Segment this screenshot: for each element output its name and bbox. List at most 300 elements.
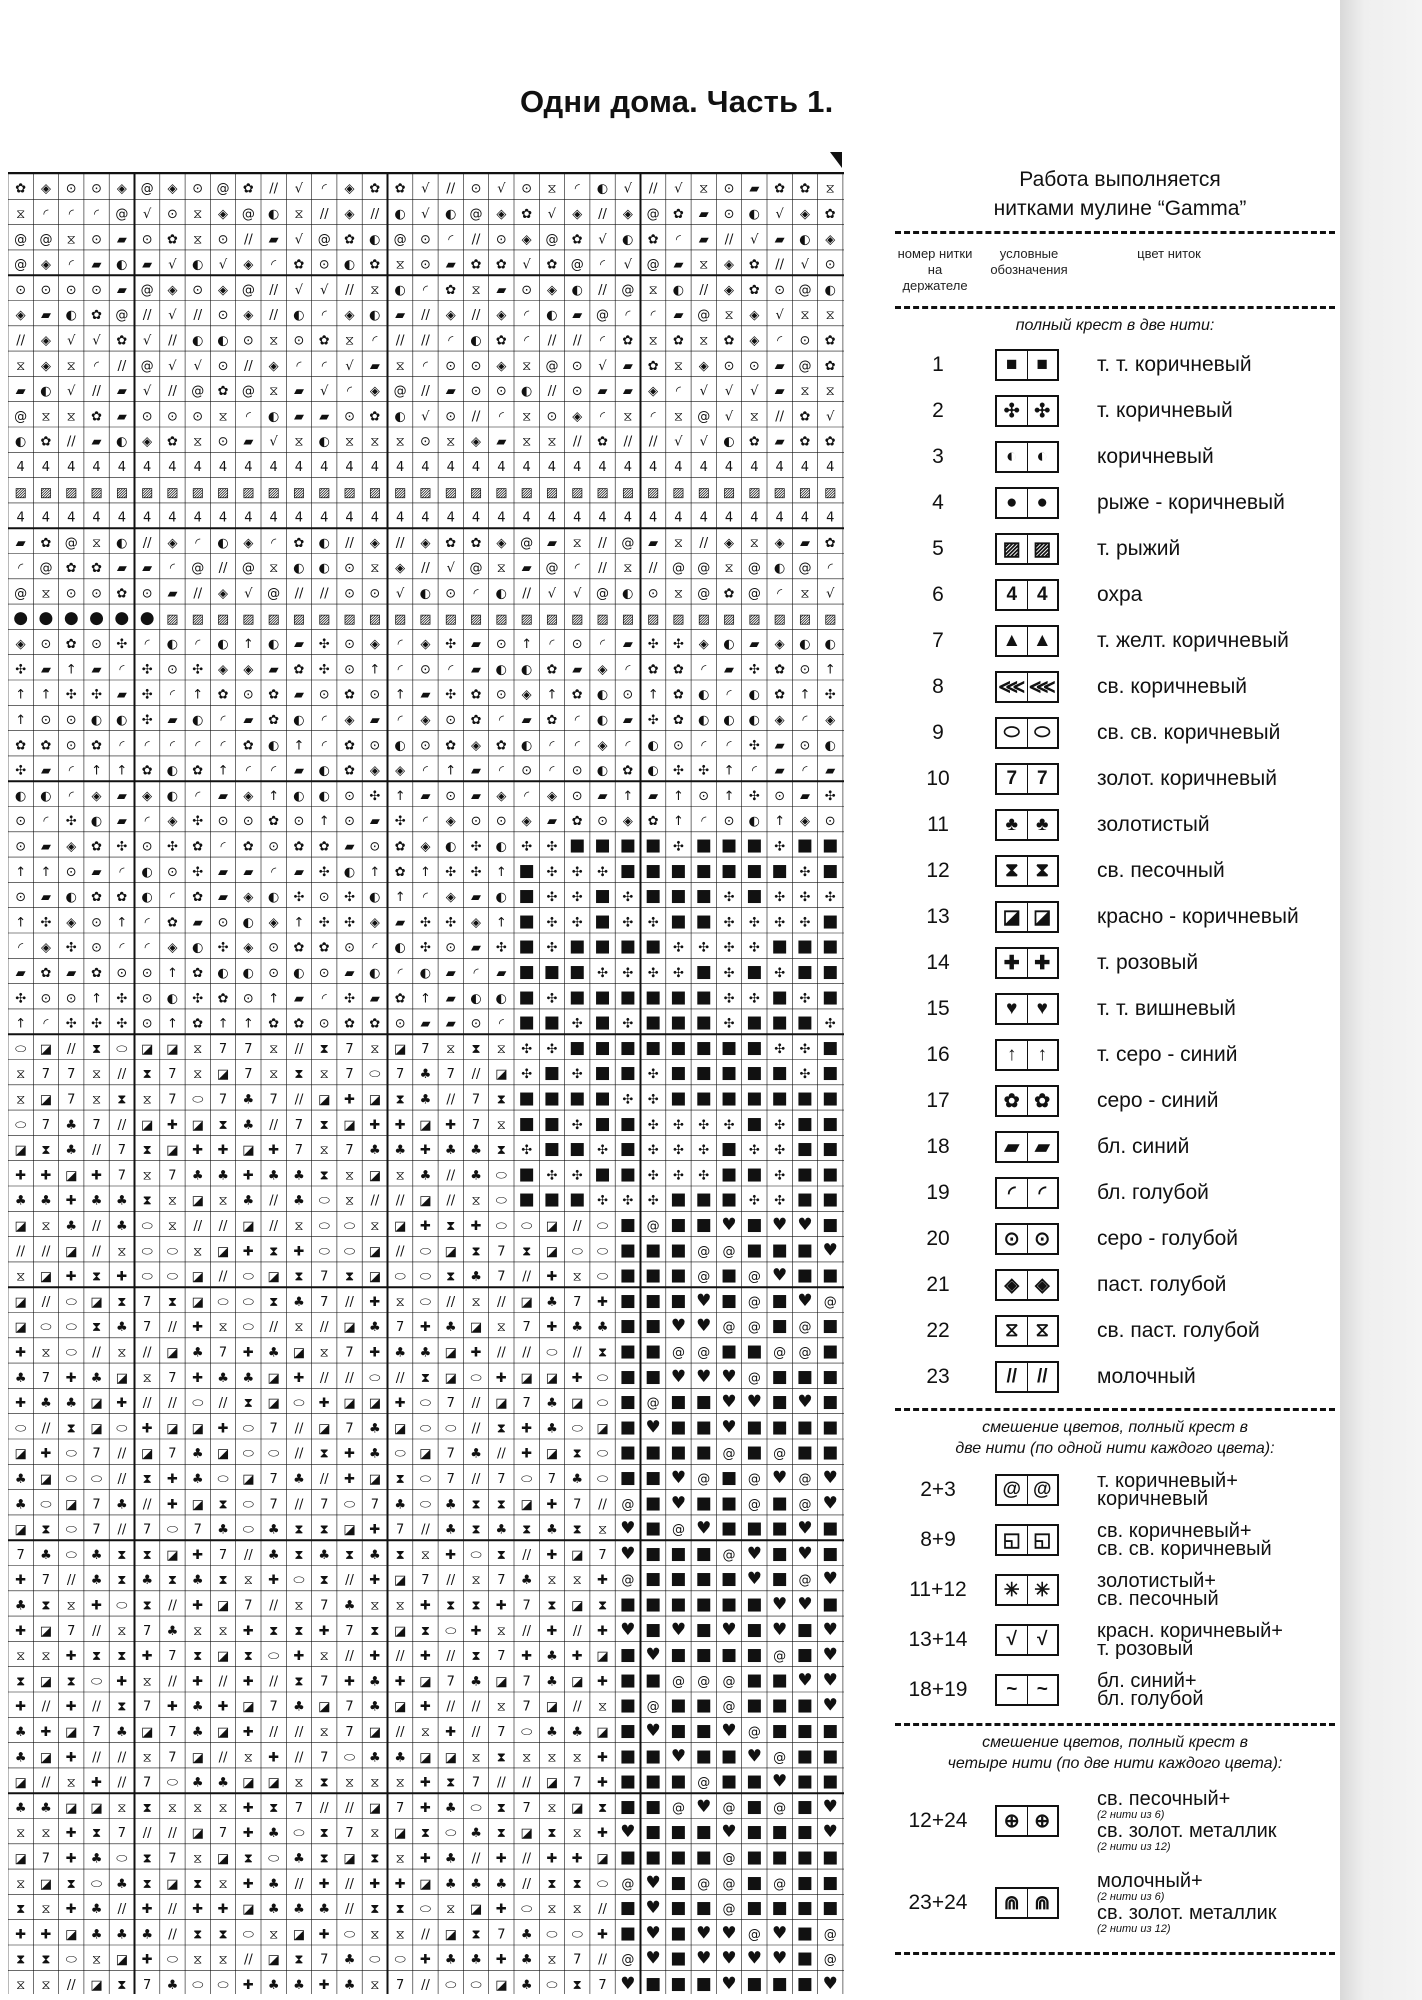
- stitch-symbol: ✿: [192, 966, 204, 982]
- stitch-symbol: ⊙: [217, 434, 229, 450]
- stitch-symbol: @: [671, 561, 685, 577]
- stitch-symbol: 7: [67, 1067, 76, 1083]
- stitch-symbol: ◪: [318, 1421, 331, 1437]
- stitch-symbol: ◪: [394, 1699, 407, 1715]
- stitch-symbol: ◐: [723, 434, 735, 450]
- symbol-swatch: [995, 993, 1059, 1025]
- stitch-symbol: ♣: [369, 1320, 381, 1336]
- stitch-symbol: ▰: [749, 181, 760, 197]
- stitch-symbol: ◐: [14, 434, 27, 450]
- stitch-symbol: ▰: [91, 434, 102, 450]
- stitch-symbol: ◈: [15, 308, 26, 324]
- stitch-symbol: 7: [446, 1674, 455, 1690]
- symbol-swatch: [995, 395, 1059, 427]
- stitch-symbol: ✣: [546, 890, 558, 906]
- stitch-symbol: ■: [619, 1746, 636, 1767]
- stitch-symbol: ▨: [166, 611, 179, 627]
- stitch-symbol: ■: [822, 1113, 839, 1134]
- stitch-symbol: 7: [345, 1623, 354, 1639]
- stitch-symbol: 4: [294, 460, 304, 476]
- stitch-symbol: ◪: [394, 1219, 407, 1235]
- stitch-symbol: //: [168, 1674, 177, 1690]
- symbol-cell: ■: [1006, 354, 1018, 375]
- stitch-symbol: ■: [822, 1543, 839, 1564]
- stitch-symbol: ■: [721, 1037, 738, 1058]
- stitch-symbol: ■: [670, 1695, 687, 1716]
- stitch-symbol: ✿: [774, 662, 786, 678]
- stitch-symbol: ♣: [267, 1522, 280, 1538]
- stitch-symbol: ◐: [445, 839, 457, 855]
- stitch-symbol: ♣: [14, 1370, 27, 1386]
- stitch-symbol: //: [92, 1699, 101, 1715]
- stitch-symbol: ◪: [343, 1522, 356, 1538]
- stitch-symbol: ↑: [318, 814, 330, 830]
- stitch-symbol: ◈: [243, 535, 254, 551]
- stitch-symbol: ◜: [144, 915, 150, 931]
- stitch-symbol: ⧖: [724, 308, 734, 324]
- stitch-symbol: //: [598, 535, 607, 551]
- stitch-symbol: ⬭: [546, 1927, 558, 1943]
- thread-color-name: золот. коричневый: [1097, 767, 1277, 790]
- stitch-symbol: ◈: [521, 814, 532, 830]
- stitch-symbol: ⧗: [496, 1800, 506, 1816]
- stitch-symbol: ◐: [242, 966, 255, 982]
- stitch-symbol: ■: [670, 1189, 687, 1210]
- stitch-symbol: 4: [143, 460, 152, 476]
- stitch-symbol: 7: [143, 1623, 152, 1639]
- stitch-symbol: ↑: [166, 966, 178, 982]
- stitch-symbol: ⧗: [117, 1699, 127, 1715]
- stitch-symbol: ◈: [825, 232, 836, 248]
- stitch-symbol: ↑: [622, 788, 634, 804]
- stitch-symbol: ⊙: [141, 1016, 153, 1032]
- stitch-symbol: ⧖: [16, 1649, 26, 1665]
- stitch-symbol: ✚: [546, 1497, 558, 1513]
- stitch-symbol: ◪: [444, 1244, 457, 1260]
- stitch-symbol: ■: [721, 1468, 738, 1489]
- stitch-symbol: ■: [543, 1088, 560, 1109]
- stitch-symbol: ✣: [799, 915, 811, 931]
- stitch-symbol: ⧗: [193, 1876, 203, 1892]
- stitch-symbol: ◐: [824, 282, 836, 298]
- stitch-symbol: ⊙: [268, 966, 280, 982]
- legend-row: [895, 572, 1335, 618]
- stitch-symbol: ✿: [217, 687, 229, 703]
- symbol-cell: ↑: [1007, 1044, 1017, 1065]
- stitch-symbol: 7: [41, 1851, 51, 1867]
- stitch-symbol: ■: [746, 1847, 763, 1868]
- thread-number: 3: [932, 445, 944, 468]
- thread-color-name: т. розовый: [1097, 951, 1199, 974]
- stitch-symbol: ⧗: [218, 1117, 228, 1133]
- stitch-symbol: ▰: [167, 586, 178, 602]
- stitch-symbol: ■: [670, 860, 687, 881]
- stitch-symbol: ▨: [419, 611, 432, 627]
- stitch-symbol: 7: [294, 1117, 304, 1133]
- stitch-symbol: ■: [746, 1063, 763, 1084]
- stitch-symbol: ♣: [191, 1345, 204, 1361]
- stitch-symbol: ✣: [672, 763, 684, 779]
- stitch-symbol: ◜: [68, 207, 74, 223]
- stitch-symbol: ◐: [369, 890, 381, 906]
- stitch-symbol: ✿: [470, 535, 482, 551]
- stitch-symbol: ✚: [344, 1092, 356, 1108]
- stitch-symbol: ⧖: [572, 1573, 582, 1589]
- legend-row: [895, 894, 1335, 940]
- stitch-symbol: ▨: [748, 611, 761, 627]
- stitch-symbol: ⊙: [824, 814, 836, 830]
- stitch-symbol: √: [143, 207, 152, 223]
- stitch-symbol: //: [471, 1421, 481, 1437]
- stitch-symbol: @: [697, 308, 711, 324]
- stitch-symbol: ⧖: [825, 308, 835, 324]
- stitch-symbol: ▰: [40, 763, 51, 779]
- stitch-symbol: ◪: [444, 1927, 457, 1943]
- stitch-symbol: ⧗: [395, 1902, 405, 1918]
- stitch-symbol: //: [598, 1952, 607, 1968]
- stitch-symbol: √: [396, 586, 405, 602]
- stitch-symbol: ■: [822, 1316, 839, 1337]
- stitch-symbol: //: [446, 1168, 456, 1184]
- symbol-swatch: [995, 1524, 1059, 1556]
- stitch-symbol: ⧗: [597, 1345, 608, 1361]
- stitch-symbol: //: [294, 1750, 304, 1766]
- stitch-symbol: //: [471, 1699, 481, 1715]
- stitch-symbol: ◈: [445, 890, 456, 906]
- symbol-cell: √: [1006, 1629, 1017, 1650]
- stitch-symbol: ■: [721, 1088, 738, 1109]
- legend-row: [895, 618, 1335, 664]
- legend-column-headers: [895, 240, 1335, 298]
- stitch-symbol: ◈: [698, 358, 709, 374]
- stitch-symbol: ▨: [621, 611, 634, 627]
- stitch-symbol: ■: [771, 1417, 788, 1438]
- stitch-symbol: ■: [619, 1063, 636, 1084]
- stitch-symbol: 7: [320, 1269, 329, 1285]
- stitch-symbol: ✚: [318, 1623, 330, 1639]
- stitch-symbol: ✣: [774, 890, 786, 906]
- thread-color-name: т. т. коричневый: [1097, 353, 1252, 376]
- stitch-symbol: ■: [670, 1771, 687, 1792]
- symbol-cell: ◪: [1002, 906, 1021, 928]
- stitch-symbol: @: [697, 1269, 711, 1285]
- symbol-cell: 7: [1006, 768, 1018, 789]
- stitch-symbol: 7: [143, 1294, 152, 1310]
- stitch-symbol: ◜: [726, 738, 732, 754]
- stitch-symbol: ◪: [242, 1775, 255, 1791]
- stitch-symbol: //: [572, 1699, 582, 1715]
- stitch-symbol: ◜: [144, 940, 150, 956]
- stitch-symbol: ⊙: [495, 687, 507, 703]
- stitch-symbol: 4: [269, 510, 278, 526]
- stitch-symbol: ⧖: [91, 1952, 102, 1968]
- stitch-symbol: ◐: [116, 257, 128, 273]
- stitch-symbol: @: [621, 282, 635, 298]
- stitch-symbol: ⧖: [825, 181, 835, 197]
- stitch-symbol: ✚: [91, 1598, 103, 1614]
- stitch-symbol: ▰: [293, 687, 304, 703]
- stitch-symbol: ✣: [647, 1193, 659, 1209]
- stitch-symbol: @: [267, 586, 281, 602]
- stitch-symbol: ✣: [571, 915, 583, 931]
- stitch-symbol: ◐: [166, 637, 179, 653]
- stitch-symbol: ⧖: [16, 1826, 26, 1842]
- stitch-symbol: ♣: [444, 1143, 457, 1159]
- stitch-symbol: ⊙: [65, 282, 77, 298]
- stitch-symbol: ⧗: [319, 1168, 329, 1184]
- stitch-symbol: 7: [269, 1497, 278, 1513]
- stitch-symbol: ♥: [620, 1974, 636, 1994]
- stitch-symbol: 7: [244, 1041, 253, 1057]
- stitch-symbol: ✿: [647, 814, 659, 830]
- stitch-symbol: ◪: [495, 1396, 508, 1412]
- stitch-symbol: ⧖: [319, 1067, 329, 1083]
- stitch-symbol: ■: [670, 1012, 687, 1033]
- stitch-symbol: √: [168, 308, 177, 324]
- thread-number: 14: [926, 951, 950, 974]
- stitch-symbol: ◐: [748, 207, 761, 223]
- stitch-symbol: ▰: [243, 434, 254, 450]
- stitch-symbol: ⧖: [344, 1775, 355, 1791]
- stitch-symbol: //: [142, 308, 152, 324]
- stitch-symbol: //: [496, 1775, 506, 1791]
- stitch-symbol: ⊙: [521, 763, 533, 779]
- stitch-symbol: ■: [645, 1670, 662, 1691]
- stitch-symbol: ✚: [217, 1902, 229, 1918]
- stitch-symbol: @: [697, 409, 711, 425]
- stitch-symbol: ⧖: [395, 1775, 405, 1791]
- stitch-symbol: //: [421, 333, 430, 349]
- stitch-symbol: ✿: [824, 535, 836, 551]
- stitch-symbol: ⧗: [572, 1876, 582, 1892]
- stitch-symbol: ◜: [498, 1016, 504, 1032]
- stitch-symbol: ⧗: [319, 1775, 329, 1791]
- stitch-symbol: ◜: [827, 561, 833, 577]
- stitch-symbol: ◈: [825, 713, 836, 729]
- stitch-symbol: ■: [645, 1974, 662, 1994]
- stitch-symbol: ↑: [495, 915, 507, 931]
- stitch-symbol: ⧗: [319, 1041, 329, 1057]
- stitch-symbol: ✣: [748, 788, 760, 804]
- stitch-symbol: ◜: [524, 333, 530, 349]
- stitch-symbol: 4: [92, 510, 101, 526]
- stitch-symbol: 7: [244, 1067, 253, 1083]
- stitch-symbol: //: [117, 358, 127, 374]
- stitch-symbol: ✿: [318, 333, 330, 349]
- stitch-symbol: 7: [92, 1725, 101, 1741]
- stitch-symbol: ✿: [141, 763, 153, 779]
- stitch-symbol: ⧗: [142, 1800, 152, 1816]
- stitch-symbol: ■: [796, 835, 813, 856]
- stitch-symbol: //: [41, 1421, 51, 1437]
- stitch-symbol: ♥: [721, 1948, 737, 1969]
- stitch-symbol: ■: [695, 1392, 712, 1413]
- thread-number: 13: [926, 905, 950, 928]
- stitch-symbol: ▨: [545, 485, 559, 501]
- stitch-symbol: ♥: [670, 1366, 687, 1387]
- stitch-symbol: //: [193, 308, 203, 324]
- stitch-symbol: ⊙: [192, 181, 204, 197]
- stitch-symbol: ✣: [217, 940, 229, 956]
- stitch-symbol: ✣: [723, 1016, 735, 1032]
- stitch-symbol: ▰: [546, 535, 557, 551]
- stitch-symbol: ✿: [344, 1016, 356, 1032]
- stitch-symbol: ⊙: [91, 915, 103, 931]
- stitch-symbol: ▰: [116, 687, 127, 703]
- stitch-symbol: ▨: [343, 485, 356, 501]
- stitch-symbol: ✣: [748, 991, 760, 1007]
- stitch-symbol: ♣: [495, 1876, 508, 1892]
- stitch-symbol: ◐: [394, 409, 406, 425]
- stitch-symbol: ◪: [444, 1345, 457, 1361]
- stitch-symbol: ■: [619, 1290, 636, 1311]
- stitch-symbol: ▰: [293, 763, 304, 779]
- mix4-row: [895, 1862, 1335, 1944]
- stitch-symbol: ⧖: [370, 1775, 380, 1791]
- stitch-symbol: ♣: [116, 1927, 128, 1943]
- stitch-symbol: 7: [573, 1497, 582, 1513]
- stitch-symbol: ◈: [142, 434, 153, 450]
- stitch-symbol: @: [722, 1902, 736, 1918]
- stitch-symbol: ⧗: [269, 1244, 279, 1260]
- stitch-symbol: ♣: [14, 1193, 27, 1209]
- stitch-symbol: ■: [771, 1847, 788, 1868]
- stitch-symbol: ✿: [571, 814, 583, 830]
- stitch-symbol: 7: [497, 1725, 506, 1741]
- stitch-symbol: ⧗: [420, 1826, 431, 1842]
- stitch-symbol: @: [722, 1851, 736, 1867]
- stitch-symbol: ⬭: [65, 1952, 77, 1968]
- stitch-symbol: ■: [645, 1493, 662, 1514]
- stitch-symbol: ✣: [344, 890, 356, 906]
- stitch-symbol: √: [699, 384, 708, 400]
- stitch-symbol: ◪: [419, 1117, 432, 1133]
- stitch-symbol: ✿: [369, 257, 381, 273]
- stitch-symbol: ⧖: [699, 181, 709, 197]
- stitch-symbol: //: [421, 1522, 430, 1538]
- stitch-symbol: ✣: [647, 1168, 659, 1184]
- stitch-symbol: ⧗: [572, 1522, 582, 1538]
- thread-color-name: т. желт. коричневый: [1097, 629, 1289, 652]
- stitch-symbol: ■: [822, 1265, 839, 1286]
- stitch-symbol: ◪: [444, 1370, 457, 1386]
- stitch-symbol: ✚: [15, 1168, 27, 1184]
- stitch-symbol: ■: [645, 886, 662, 907]
- stitch-symbol: ✚: [242, 1674, 254, 1690]
- stitch-symbol: @: [14, 586, 28, 602]
- stitch-symbol: ⬭: [596, 1876, 609, 1892]
- stitch-symbol: ▰: [369, 991, 380, 1007]
- stitch-symbol: ✚: [419, 1143, 431, 1159]
- stitch-symbol: ■: [645, 987, 662, 1008]
- symbol-cell: ⬭: [1003, 722, 1020, 743]
- stitch-symbol: ♥: [772, 1619, 788, 1640]
- stitch-symbol: ▰: [167, 713, 178, 729]
- stitch-symbol: ◜: [498, 409, 504, 425]
- stitch-symbol: ▨: [748, 485, 761, 501]
- stitch-symbol: ✚: [293, 1370, 305, 1386]
- stitch-symbol: ♣: [470, 1143, 482, 1159]
- stitch-symbol: ◪: [166, 1547, 179, 1563]
- stitch-symbol: ◪: [166, 1421, 179, 1437]
- symbol-cell: ✳: [1003, 1579, 1020, 1601]
- stitch-symbol: ⧗: [91, 1269, 102, 1285]
- stitch-symbol: ▰: [15, 966, 26, 982]
- stitch-symbol: ⧗: [294, 1522, 304, 1538]
- stitch-symbol: ⧖: [496, 1320, 506, 1336]
- stitch-symbol: ♣: [166, 1978, 179, 1994]
- stitch-symbol: ✚: [419, 1320, 431, 1336]
- stitch-symbol: ◈: [496, 207, 507, 223]
- mix4-color-line-2: св. золот. металлик: [1097, 1820, 1277, 1842]
- symbol-swatch: [995, 901, 1059, 933]
- stitch-symbol: ✣: [799, 1041, 811, 1057]
- stitch-symbol: 7: [573, 1775, 582, 1791]
- stitch-symbol: ♥: [746, 1948, 762, 1969]
- stitch-symbol: 7: [143, 1699, 152, 1715]
- stitch-symbol: ♣: [343, 1978, 356, 1994]
- stitch-symbol: ◐: [217, 637, 229, 653]
- stitch-symbol: ■: [771, 1290, 788, 1311]
- stitch-symbol: ✣: [116, 1016, 128, 1032]
- stitch-symbol: ⧖: [825, 384, 835, 400]
- stitch-symbol: ⧖: [142, 1092, 152, 1108]
- stitch-symbol: ■: [695, 962, 712, 983]
- stitch-symbol: ⊙: [723, 358, 735, 374]
- stitch-symbol: ⧗: [91, 1826, 102, 1842]
- stitch-symbol: ✣: [91, 687, 103, 703]
- stitch-symbol: ♥: [822, 1695, 838, 1716]
- stitch-symbol: ✿: [268, 1016, 280, 1032]
- stitch-symbol: ✿: [217, 384, 229, 400]
- stitch-symbol: ■: [746, 1088, 763, 1109]
- symbol-cell: ⧗: [1005, 860, 1019, 881]
- stitch-symbol: ⬭: [217, 1294, 229, 1310]
- stitch-symbol: ▰: [15, 535, 26, 551]
- stitch-symbol: ✿: [344, 687, 356, 703]
- stitch-symbol: ⊙: [419, 434, 431, 450]
- stitch-symbol: ■: [822, 911, 839, 932]
- stitch-symbol: //: [421, 1927, 430, 1943]
- stitch-symbol: ◐: [394, 738, 406, 754]
- stitch-symbol: ⬭: [242, 1522, 254, 1538]
- stitch-symbol: ◐: [470, 333, 482, 349]
- stitch-symbol: ■: [822, 1771, 839, 1792]
- thread-legend: [895, 165, 1335, 1961]
- stitch-symbol: ⧖: [16, 358, 26, 374]
- stitch-symbol: ⧖: [370, 561, 380, 577]
- stitch-symbol: ■: [619, 1316, 636, 1337]
- stitch-symbol: ⧖: [395, 1927, 405, 1943]
- stitch-symbol: ■: [822, 860, 839, 881]
- stitch-symbol: ♣: [369, 1674, 381, 1690]
- stitch-symbol: @: [671, 1674, 685, 1690]
- stitch-symbol: ◐: [394, 282, 406, 298]
- stitch-symbol: √: [674, 434, 683, 450]
- stitch-symbol: ◐: [647, 738, 659, 754]
- stitch-symbol: ◪: [39, 1750, 53, 1766]
- stitch-symbol: ♣: [217, 1775, 229, 1791]
- stitch-symbol: ▰: [471, 890, 482, 906]
- stitch-symbol: ✿: [521, 207, 533, 223]
- stitch-symbol: ✿: [647, 662, 659, 678]
- stitch-symbol: @: [621, 1876, 635, 1892]
- stitch-symbol: ■: [771, 1721, 788, 1742]
- stitch-symbol: ✣: [192, 864, 204, 880]
- stitch-symbol: ♣: [444, 1320, 457, 1336]
- stitch-symbol: ⧖: [193, 1800, 203, 1816]
- stitch-symbol: //: [522, 1345, 532, 1361]
